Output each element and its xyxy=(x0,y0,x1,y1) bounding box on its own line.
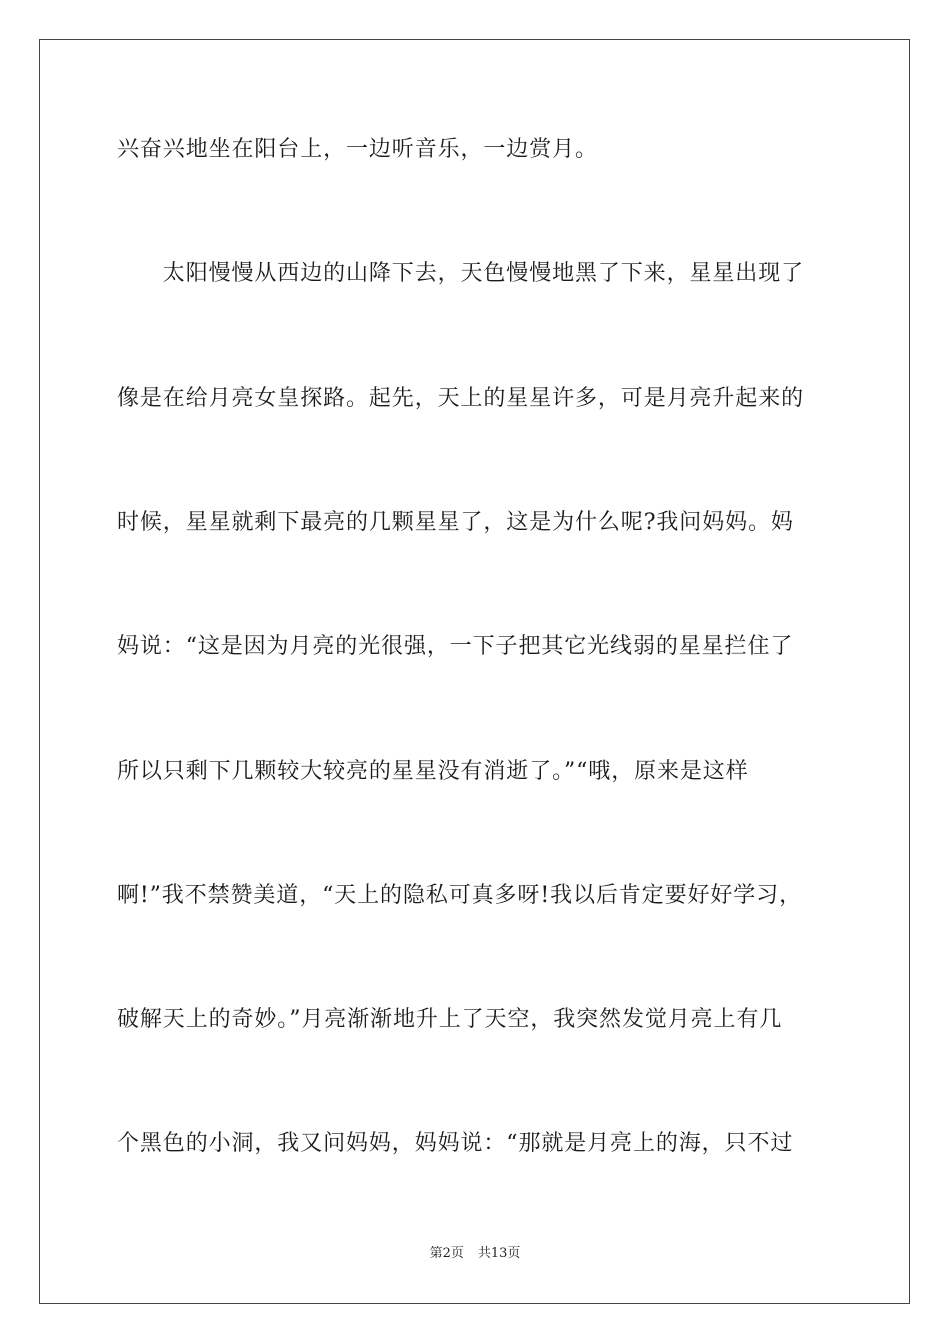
text-line-2: 太阳慢慢从西边的山降下去，天色慢慢地黑了下来，星星出现了 xyxy=(117,261,805,286)
text-line-8: 破解天上的奇妙。”月亮渐渐地升上了天空，我突然发觉月亮上有几 xyxy=(117,1007,783,1032)
page-number-current: 第2页 xyxy=(429,1246,464,1261)
text-line-6: 所以只剩下几颗较大较亮的星星没有消逝了。”“哦，原来是这样 xyxy=(117,759,749,784)
text-line-3: 像是在给月亮女皇探路。起先，天上的星星许多，可是月亮升起来的 xyxy=(117,386,805,411)
text-line-5: 妈说：“这是因为月亮的光很强，一下子把其它光线弱的星星拦住了 xyxy=(117,634,794,659)
text-line-7: 啊!”我不禁赞美道，“天上的隐私可真多呀!我以后肯定要好好学习， xyxy=(117,883,802,908)
page-border xyxy=(39,39,910,1304)
page-number-total: 共13页 xyxy=(477,1246,521,1261)
text-line-9: 个黑色的小洞，我又问妈妈，妈妈说：“那就是月亮上的海，只不过 xyxy=(117,1131,794,1156)
page-footer xyxy=(0,1246,950,1262)
text-line-4: 时候，星星就剩下最亮的几颗星星了，这是为什么呢?我问妈妈。妈 xyxy=(117,510,794,535)
text-line-1: 兴奋兴地坐在阳台上，一边听音乐，一边赏月。 xyxy=(117,137,598,162)
